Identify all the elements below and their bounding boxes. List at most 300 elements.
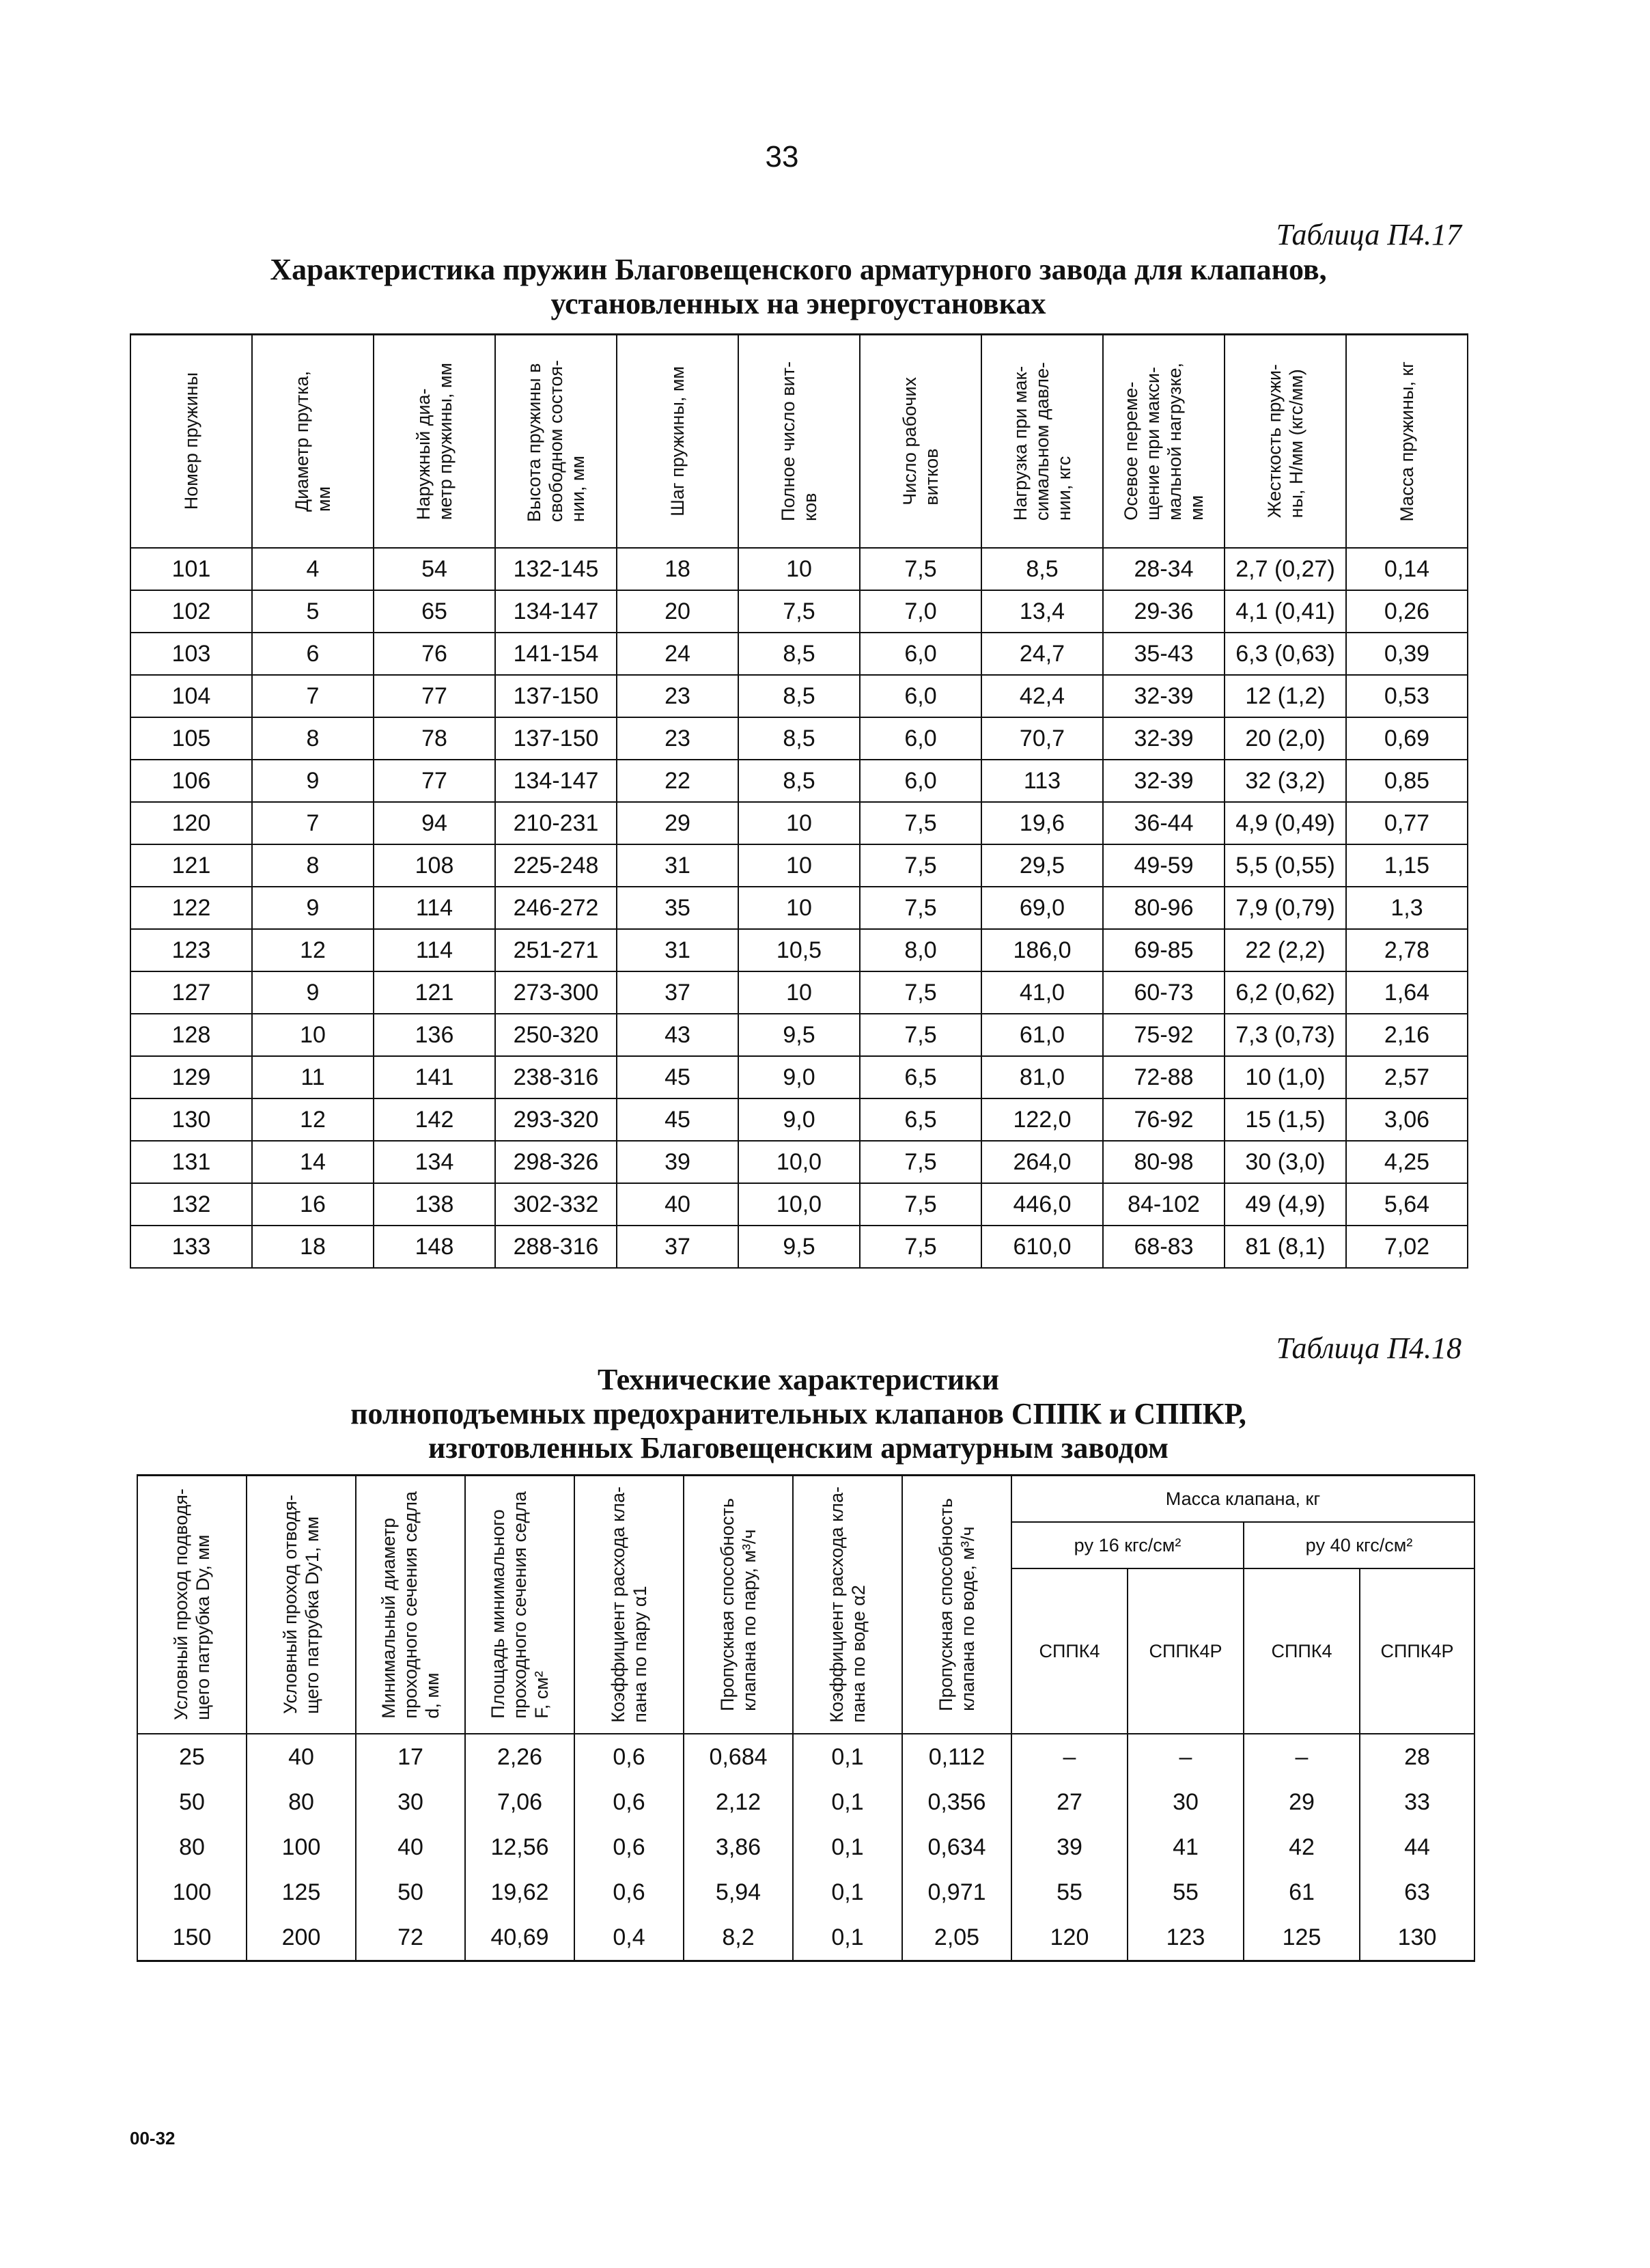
table1-header-label: Нагрузка при мак- симальном давле- нии, кгс xyxy=(1010,361,1074,521)
table-cell: 40 xyxy=(356,1825,465,1870)
table2-header-label: Условный проход отводя- щего патрубка Dу1, мм xyxy=(280,1495,322,1715)
table-cell: 10 xyxy=(738,548,860,590)
table-cell: 10,5 xyxy=(738,929,860,971)
table-cell: 25 xyxy=(137,1734,247,1780)
table-cell: 293-320 xyxy=(495,1098,617,1141)
spring-characteristics-table xyxy=(130,333,1468,1269)
table-cell: 40,69 xyxy=(465,1915,574,1961)
table-cell: 0,69 xyxy=(1346,717,1468,760)
table-cell: 31 xyxy=(617,844,738,887)
table-cell: 225-248 xyxy=(495,844,617,887)
table1-header-label: Полное число вит- ков xyxy=(778,361,820,522)
table-cell: 123 xyxy=(130,929,252,971)
table-cell: 6,0 xyxy=(860,675,981,717)
table-cell: 302-332 xyxy=(495,1183,617,1226)
table-cell: 122,0 xyxy=(981,1098,1103,1141)
table-cell: 8,5 xyxy=(738,760,860,802)
table-cell: 7 xyxy=(252,675,374,717)
table-cell: 29,5 xyxy=(981,844,1103,887)
table-cell: 100 xyxy=(137,1870,247,1915)
table1-header-3 xyxy=(495,335,617,549)
table-cell: 10,0 xyxy=(738,1141,860,1183)
table-cell: 8,0 xyxy=(860,929,981,971)
table-cell: 122 xyxy=(130,887,252,929)
table-row xyxy=(137,1870,1474,1915)
table-cell: 80-96 xyxy=(1103,887,1225,929)
table-cell: 28-34 xyxy=(1103,548,1225,590)
table-cell: 10 xyxy=(252,1014,374,1056)
table-cell: 133 xyxy=(130,1226,252,1268)
table-cell: 120 xyxy=(1011,1915,1128,1961)
table-cell: 0,112 xyxy=(902,1734,1011,1780)
table1-header-7 xyxy=(981,335,1103,549)
table2-header-4 xyxy=(574,1476,684,1734)
table-row xyxy=(130,1056,1468,1098)
table-cell: 134 xyxy=(374,1141,495,1183)
table-cell: 45 xyxy=(617,1098,738,1141)
table-cell: 6,0 xyxy=(860,717,981,760)
table-cell: 16 xyxy=(252,1183,374,1226)
table2-caption: Таблица П4.18 xyxy=(1276,1331,1462,1365)
table-cell: 17 xyxy=(356,1734,465,1780)
table-cell: 19,62 xyxy=(465,1870,574,1915)
table-cell: 78 xyxy=(374,717,495,760)
table-cell: 81,0 xyxy=(981,1056,1103,1098)
table-cell: 1,3 xyxy=(1346,887,1468,929)
table-cell: 23 xyxy=(617,717,738,760)
table-row xyxy=(130,929,1468,971)
table-cell: 40 xyxy=(617,1183,738,1226)
table-row xyxy=(130,633,1468,675)
table-cell: 7,3 (0,73) xyxy=(1225,1014,1346,1056)
table-cell: 39 xyxy=(1011,1825,1128,1870)
table-cell: 55 xyxy=(1011,1870,1128,1915)
table-cell: 42 xyxy=(1244,1825,1360,1870)
table-row xyxy=(130,844,1468,887)
table-cell: 30 xyxy=(1128,1780,1244,1825)
valve-header-sppk4-16: СППК4 xyxy=(1011,1568,1128,1734)
table-cell: 24,7 xyxy=(981,633,1103,675)
table1-header-4 xyxy=(617,335,738,549)
table-cell: 8,5 xyxy=(738,633,860,675)
table-cell: 7,5 xyxy=(860,1141,981,1183)
table-cell: 10 xyxy=(738,971,860,1014)
table-cell: 45 xyxy=(617,1056,738,1098)
table-cell: 6,5 xyxy=(860,1098,981,1141)
table-cell: 4 xyxy=(252,548,374,590)
table-cell: 132-145 xyxy=(495,548,617,590)
mass-header: Масса клапана, кг xyxy=(1011,1476,1474,1523)
table-cell: 77 xyxy=(374,760,495,802)
table-cell: 77 xyxy=(374,675,495,717)
table-cell: 18 xyxy=(617,548,738,590)
table-cell: 32-39 xyxy=(1103,675,1225,717)
table-cell: 32-39 xyxy=(1103,717,1225,760)
table-cell: 9,0 xyxy=(738,1098,860,1141)
table2-header-label: Условный проход подводя- щего патрубка Dу, мм xyxy=(171,1489,213,1721)
table-cell: 41,0 xyxy=(981,971,1103,1014)
table-cell: 134-147 xyxy=(495,760,617,802)
table-cell: 0,6 xyxy=(574,1734,684,1780)
table1-title-line-1: Характеристика пружин Благовещенского арматурного завода для клапанов, xyxy=(270,253,1327,286)
table-cell: 9,0 xyxy=(738,1056,860,1098)
table-row xyxy=(130,1014,1468,1056)
table-cell: 8,5 xyxy=(981,548,1103,590)
table2-header-label: Коэффициент расхода кла- пана по воде α2 xyxy=(826,1486,869,1723)
table-cell: 9,5 xyxy=(738,1014,860,1056)
table-row xyxy=(137,1734,1474,1780)
table1-header-5 xyxy=(738,335,860,549)
table1-header-label: Осевое переме- щение при макси- мальной нагрузке, мм xyxy=(1121,362,1207,521)
table-cell: 0,356 xyxy=(902,1780,1011,1825)
table-cell: 150 xyxy=(137,1915,247,1961)
table1-title-line-2: установленных на энергоустановках xyxy=(550,287,1046,320)
table-cell: 43 xyxy=(617,1014,738,1056)
table-cell: 0,4 xyxy=(574,1915,684,1961)
valve-header-sppk4-40: СППК4 xyxy=(1244,1568,1360,1734)
table1-header-9 xyxy=(1225,335,1346,549)
table-cell: 114 xyxy=(374,929,495,971)
table-cell: 14 xyxy=(252,1141,374,1183)
table-cell: 80-98 xyxy=(1103,1141,1225,1183)
table-cell: 131 xyxy=(130,1141,252,1183)
table-cell: 6,5 xyxy=(860,1056,981,1098)
table-cell: 7,9 (0,79) xyxy=(1225,887,1346,929)
table-cell: 5,5 (0,55) xyxy=(1225,844,1346,887)
table-cell: 22 (2,2) xyxy=(1225,929,1346,971)
table-cell: 8,5 xyxy=(738,675,860,717)
table-cell: 128 xyxy=(130,1014,252,1056)
table2-header-label: Площадь минимального проходного сечения седла F, см² xyxy=(488,1491,552,1719)
table-cell: 6,0 xyxy=(860,633,981,675)
table-cell: 210-231 xyxy=(495,802,617,844)
table-cell: 137-150 xyxy=(495,717,617,760)
table-cell: 113 xyxy=(981,760,1103,802)
table-cell: 2,78 xyxy=(1346,929,1468,971)
table-cell: 29-36 xyxy=(1103,590,1225,633)
table-cell: 7,5 xyxy=(860,844,981,887)
table-cell: 132 xyxy=(130,1183,252,1226)
table-cell: 54 xyxy=(374,548,495,590)
table-cell: 0,1 xyxy=(793,1915,902,1961)
table-cell: 8 xyxy=(252,844,374,887)
table-cell: 84-102 xyxy=(1103,1183,1225,1226)
table-cell: 3,06 xyxy=(1346,1098,1468,1141)
table-row xyxy=(130,887,1468,929)
table-cell: 137-150 xyxy=(495,675,617,717)
table-cell: 49-59 xyxy=(1103,844,1225,887)
page-number: 33 xyxy=(765,140,799,174)
table-cell: 101 xyxy=(130,548,252,590)
table-cell: 65 xyxy=(374,590,495,633)
table-cell: 13,4 xyxy=(981,590,1103,633)
valve-header-sppk4r-40: СППК4Р xyxy=(1360,1568,1474,1734)
table-cell: 94 xyxy=(374,802,495,844)
table-cell: 129 xyxy=(130,1056,252,1098)
table-cell: 0,634 xyxy=(902,1825,1011,1870)
table-row xyxy=(137,1780,1474,1825)
table2-header-7 xyxy=(902,1476,1011,1734)
table-cell: 120 xyxy=(130,802,252,844)
table2-title-line-1: Технические характеристики xyxy=(597,1363,1000,1396)
table-row xyxy=(130,1226,1468,1268)
table-cell: 5,94 xyxy=(684,1870,793,1915)
table-cell: 1,64 xyxy=(1346,971,1468,1014)
table-cell: 141-154 xyxy=(495,633,617,675)
table-cell: 7,5 xyxy=(860,548,981,590)
table-cell: 127 xyxy=(130,971,252,1014)
table-cell: 68-83 xyxy=(1103,1226,1225,1268)
table1-header-1 xyxy=(252,335,374,549)
table-cell: 106 xyxy=(130,760,252,802)
table-cell: 60-73 xyxy=(1103,971,1225,1014)
table-cell: 200 xyxy=(247,1915,356,1961)
table-cell: 4,25 xyxy=(1346,1141,1468,1183)
table-row xyxy=(130,1098,1468,1141)
table-cell: 130 xyxy=(1360,1915,1474,1961)
table1-header-0 xyxy=(130,335,252,549)
table-cell: 12,56 xyxy=(465,1825,574,1870)
table-cell: 102 xyxy=(130,590,252,633)
valve-header-sppk4r-16: СППК4Р xyxy=(1128,1568,1244,1734)
table-cell: 76-92 xyxy=(1103,1098,1225,1141)
table-cell: 7,5 xyxy=(860,887,981,929)
table-cell: 7,0 xyxy=(860,590,981,633)
table2-header-label: Пропускная способность клапана по пару, м³/ч xyxy=(717,1498,759,1711)
table-cell: 125 xyxy=(247,1870,356,1915)
table-cell: 49 (4,9) xyxy=(1225,1183,1346,1226)
pressure-header-40: pу 40 кгс/см² xyxy=(1244,1522,1474,1568)
table-cell: 0,6 xyxy=(574,1825,684,1870)
table-cell: 288-316 xyxy=(495,1226,617,1268)
table-cell: 141 xyxy=(374,1056,495,1098)
pressure-header-16: pу 16 кгс/см² xyxy=(1011,1522,1244,1568)
table-row xyxy=(137,1825,1474,1870)
table-cell: 121 xyxy=(130,844,252,887)
table-cell: 37 xyxy=(617,971,738,1014)
table-cell: 0,6 xyxy=(574,1870,684,1915)
table-cell: 4,1 (0,41) xyxy=(1225,590,1346,633)
table-cell: 3,86 xyxy=(684,1825,793,1870)
table-cell: 264,0 xyxy=(981,1141,1103,1183)
table-cell: 10 xyxy=(738,844,860,887)
table-cell: 0,1 xyxy=(793,1870,902,1915)
table-cell: 75-92 xyxy=(1103,1014,1225,1056)
table-cell: 22 xyxy=(617,760,738,802)
table1-header-8 xyxy=(1103,335,1225,549)
table1-header-label: Высота пружины в свободном состоя- нии, мм xyxy=(524,360,588,523)
table-cell: 103 xyxy=(130,633,252,675)
table-cell: 7,5 xyxy=(860,1226,981,1268)
table-cell: 134-147 xyxy=(495,590,617,633)
table-cell: 7,5 xyxy=(738,590,860,633)
table-cell: 108 xyxy=(374,844,495,887)
table-cell: 19,6 xyxy=(981,802,1103,844)
table-cell: 148 xyxy=(374,1226,495,1268)
table-cell: 130 xyxy=(130,1098,252,1141)
table-cell: 10,0 xyxy=(738,1183,860,1226)
table-cell: 28 xyxy=(1360,1734,1474,1780)
table-cell: 8,5 xyxy=(738,717,860,760)
table-cell: 9,5 xyxy=(738,1226,860,1268)
table-cell: 76 xyxy=(374,633,495,675)
table-cell: 6,3 (0,63) xyxy=(1225,633,1346,675)
table2-header-5 xyxy=(684,1476,793,1734)
table-cell: 298-326 xyxy=(495,1141,617,1183)
table-cell: 114 xyxy=(374,887,495,929)
table-cell: 2,12 xyxy=(684,1780,793,1825)
table-cell: 80 xyxy=(137,1825,247,1870)
table-cell: 8,2 xyxy=(684,1915,793,1961)
table-row xyxy=(130,1141,1468,1183)
table-cell: 10 xyxy=(738,802,860,844)
table-cell: 186,0 xyxy=(981,929,1103,971)
table-cell: 81 (8,1) xyxy=(1225,1226,1346,1268)
table2-header-label: Коэффициент расхода кла- пана по пару α1 xyxy=(608,1486,650,1723)
table-row xyxy=(130,675,1468,717)
table-cell: 10 (1,0) xyxy=(1225,1056,1346,1098)
table-cell: 7,5 xyxy=(860,802,981,844)
table2-header-3 xyxy=(465,1476,574,1734)
table-row xyxy=(137,1915,1474,1961)
table-cell: 2,7 (0,27) xyxy=(1225,548,1346,590)
table-cell: 2,05 xyxy=(902,1915,1011,1961)
table-cell: 44 xyxy=(1360,1825,1474,1870)
table2-header-6 xyxy=(793,1476,902,1734)
table1-header-label: Число рабочих витков xyxy=(899,377,942,506)
table-cell: 0,1 xyxy=(793,1734,902,1780)
table-cell: 1,15 xyxy=(1346,844,1468,887)
table-cell: 2,26 xyxy=(465,1734,574,1780)
table-cell: 9 xyxy=(252,971,374,1014)
table-cell: 10 xyxy=(738,887,860,929)
table-cell: 20 xyxy=(617,590,738,633)
table1-header-label: Жесткость пружи- ны, Н/мм (кгс/мм) xyxy=(1264,364,1306,518)
table-cell: 29 xyxy=(1244,1780,1360,1825)
table1-header-label: Наружный диа- метр пружины, мм xyxy=(413,362,456,521)
table-cell: 138 xyxy=(374,1183,495,1226)
table-cell: 50 xyxy=(137,1780,247,1825)
table-cell: 125 xyxy=(1244,1915,1360,1961)
table-cell: 42,4 xyxy=(981,675,1103,717)
table-cell: – xyxy=(1128,1734,1244,1780)
table1-caption: Таблица П4.17 xyxy=(1276,218,1462,251)
table-cell: 0,85 xyxy=(1346,760,1468,802)
table-cell: 32 (3,2) xyxy=(1225,760,1346,802)
table-cell: 69-85 xyxy=(1103,929,1225,971)
table-cell: 30 (3,0) xyxy=(1225,1141,1346,1183)
table-cell: 24 xyxy=(617,633,738,675)
table-cell: 246-272 xyxy=(495,887,617,929)
table-cell: 5 xyxy=(252,590,374,633)
table1-header-label: Шаг пружины, мм xyxy=(667,366,688,516)
table-cell: 6,2 (0,62) xyxy=(1225,971,1346,1014)
table2-header-1 xyxy=(247,1476,356,1734)
table2-title-line-2: полноподъемных предохранительных клапанов СППК и СППКР, xyxy=(350,1397,1246,1430)
table-row xyxy=(130,971,1468,1014)
table-cell: – xyxy=(1244,1734,1360,1780)
table-cell: 39 xyxy=(617,1141,738,1183)
table-cell: 0,53 xyxy=(1346,675,1468,717)
table-cell: 2,16 xyxy=(1346,1014,1468,1056)
table2-title-line-3: изготовленных Благовещенским арматурным заводом xyxy=(428,1431,1169,1465)
table-cell: 121 xyxy=(374,971,495,1014)
table-cell: 12 xyxy=(252,1098,374,1141)
table-cell: 72-88 xyxy=(1103,1056,1225,1098)
table-cell: 6 xyxy=(252,633,374,675)
table-cell: 35 xyxy=(617,887,738,929)
table-cell: 29 xyxy=(617,802,738,844)
table-cell: 0,684 xyxy=(684,1734,793,1780)
table1-header-10 xyxy=(1346,335,1468,549)
table-cell: 20 (2,0) xyxy=(1225,717,1346,760)
table-cell: 40 xyxy=(247,1734,356,1780)
table-row xyxy=(130,1183,1468,1226)
table-cell: 23 xyxy=(617,675,738,717)
table-cell: 33 xyxy=(1360,1780,1474,1825)
table1-header-label: Масса пружины, кг xyxy=(1397,361,1417,522)
table1-header-label: Номер пружины xyxy=(181,372,201,510)
table-cell: 136 xyxy=(374,1014,495,1056)
table-cell: 123 xyxy=(1128,1915,1244,1961)
table1-header-label: Диаметр прутка, мм xyxy=(292,370,334,512)
table-cell: 41 xyxy=(1128,1825,1244,1870)
table-cell: 35-43 xyxy=(1103,633,1225,675)
table-cell: 0,6 xyxy=(574,1780,684,1825)
table-cell: 7,5 xyxy=(860,1014,981,1056)
table-cell: 72 xyxy=(356,1915,465,1961)
table-cell: 15 (1,5) xyxy=(1225,1098,1346,1141)
table-cell: 7 xyxy=(252,802,374,844)
table-cell: 0,971 xyxy=(902,1870,1011,1915)
table-cell: 7,5 xyxy=(860,1183,981,1226)
table-cell: 11 xyxy=(252,1056,374,1098)
table-cell: 30 xyxy=(356,1780,465,1825)
table-cell: 69,0 xyxy=(981,887,1103,929)
table2-header-0 xyxy=(137,1476,247,1734)
table-cell: 2,57 xyxy=(1346,1056,1468,1098)
table-cell: 55 xyxy=(1128,1870,1244,1915)
table-cell: 0,39 xyxy=(1346,633,1468,675)
table-cell: 18 xyxy=(252,1226,374,1268)
table-cell: 6,0 xyxy=(860,760,981,802)
table2-header-label: Пропускная способность клапана по воде, м³/ч xyxy=(936,1498,978,1711)
table-cell: 610,0 xyxy=(981,1226,1103,1268)
table-cell: 61 xyxy=(1244,1870,1360,1915)
table-cell: 4,9 (0,49) xyxy=(1225,802,1346,844)
table1-title xyxy=(130,253,1467,321)
table-cell: 9 xyxy=(252,760,374,802)
table-cell: 7,02 xyxy=(1346,1226,1468,1268)
table-cell: 100 xyxy=(247,1825,356,1870)
table-row xyxy=(130,717,1468,760)
table-row xyxy=(130,760,1468,802)
table-cell: 273-300 xyxy=(495,971,617,1014)
table-cell: 251-271 xyxy=(495,929,617,971)
table-cell: 36-44 xyxy=(1103,802,1225,844)
table-cell: 250-320 xyxy=(495,1014,617,1056)
table-cell: 9 xyxy=(252,887,374,929)
table-cell: 12 (1,2) xyxy=(1225,675,1346,717)
table-cell: 104 xyxy=(130,675,252,717)
table2-header-2 xyxy=(356,1476,465,1734)
table-cell: 80 xyxy=(247,1780,356,1825)
table1-header-2 xyxy=(374,335,495,549)
table-cell: 61,0 xyxy=(981,1014,1103,1056)
table-cell: 8 xyxy=(252,717,374,760)
table2-header-label: Минимальный диаметр проходного сечения седла d, мм xyxy=(378,1491,443,1719)
table-cell: 50 xyxy=(356,1870,465,1915)
